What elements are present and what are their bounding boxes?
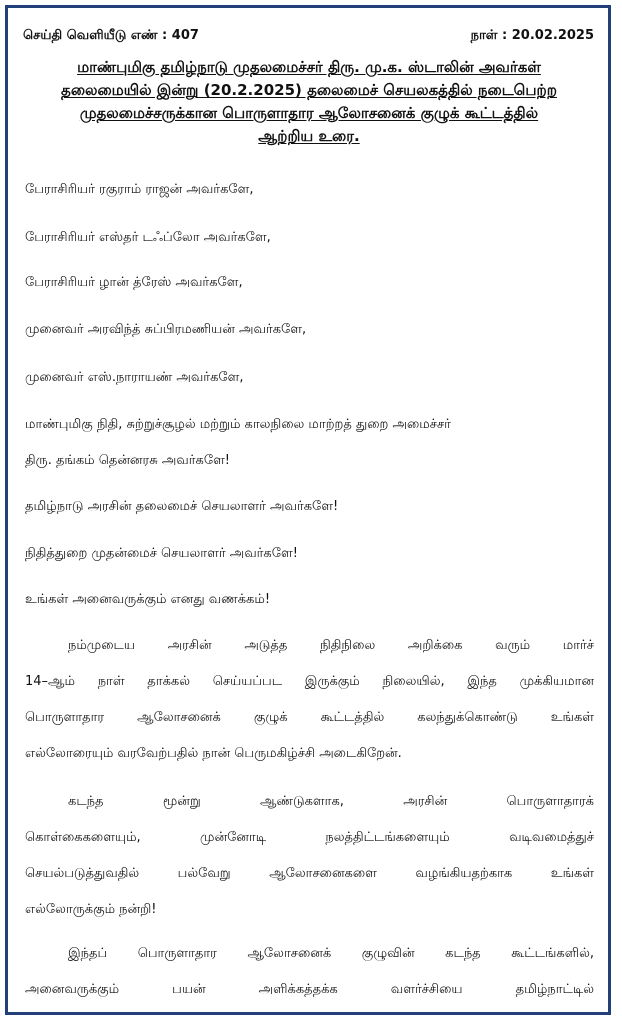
paragraph-1-line: நம்முடைய அரசின் அடுத்த நிதிநிலை அறிக்கை வரும் மார்ச்	[68, 638, 594, 653]
greeting-line: நிதித்துறை முதன்மைச் செயலாளர் அவர்களே!	[25, 546, 298, 561]
document-page	[5, 5, 611, 1015]
paragraph-1-line: எல்லோரையும் வரவேற்பதில் நான் பெருமகிழ்ச்சி அடைகிறேன்.	[25, 746, 402, 761]
greeting-line: உங்கள் அனைவருக்கும் எனது வணக்கம்!	[25, 592, 271, 607]
paragraph-2-line: கடந்த மூன்று ஆண்டுகளாக, அரசின் பொருளாதாரக்	[68, 794, 594, 809]
paragraph-2-line: செயல்படுத்துவதில் பல்வேறு ஆலோசனைகளை வழங்கியதற்காக உங்கள்	[25, 866, 594, 881]
title-line: முதலமைச்சருக்கான பொருளாதார ஆலோசனைக் குழுக் கூட்டத்தில்	[79, 104, 539, 122]
release-date: நாள் : 20.02.2025	[470, 28, 594, 43]
header-row	[23, 26, 594, 46]
greeting-line: திரு. தங்கம் தென்னரசு அவர்களே!	[25, 453, 231, 468]
greeting-line: தமிழ்நாடு அரசின் தலைமைச் செயலாளர் அவர்களே!	[25, 499, 339, 514]
paragraph-3-line: அனைவருக்கும் பயன் அளிக்கத்தக்க வளர்ச்சியை தமிழ்நாட்டில்	[25, 982, 594, 997]
paragraph-2-line: கொள்கைகளையும், முன்னோடி நலத்திட்டங்களையும் வடிவமைத்துச்	[25, 830, 594, 845]
press-release-number: செய்தி வெளியீடு எண் : 407	[23, 28, 199, 43]
title-line: தலைமையில் இன்று (20.2.2025) தலைமைச் செயலகத்தில் நடைபெற்ற	[61, 81, 557, 99]
greeting-line: மாண்புமிகு நிதி, சுற்றுச்சூழல் மற்றும் காலநிலை மாற்றத் துறை அமைச்சர்	[25, 417, 451, 432]
title-line: ஆற்றிய உரை.	[258, 127, 360, 145]
greeting-line: பேராசிரியர் ழான் த்ரேஸ் அவர்களே,	[25, 275, 243, 290]
greeting-line: பேராசிரியர் எஸ்தர் டஃப்லோ அவர்களே,	[25, 230, 271, 245]
greeting-line: பேராசிரியர் ரகுராம் ராஜன் அவர்களே,	[25, 182, 254, 197]
speech-title	[24, 56, 594, 148]
paragraph-2-line: எல்லோருக்கும் நன்றி!	[25, 902, 157, 917]
paragraph-1-line: பொருளாதார ஆலோசனைக் குழுக் கூட்டத்தில் கலந்துக்கொண்டு உங்கள்	[25, 710, 594, 725]
greeting-line: முனைவர் எஸ்.நாராயண் அவர்களே,	[25, 370, 244, 385]
title-line: மாண்புமிகு தமிழ்நாடு முதலமைச்சர் திரு. மு.க. ஸ்டாலின் அவர்கள்	[77, 58, 541, 76]
paragraph-1-line: 14–ஆம் நாள் தாக்கல் செய்யப்பட இருக்கும் நிலையில், இந்த முக்கியமான	[25, 674, 594, 689]
greeting-line: முனைவர் அரவிந்த் சுப்பிரமணியன் அவர்களே,	[25, 322, 307, 337]
paragraph-3-line: இந்தப் பொருளாதார ஆலோசனைக் குழுவின் கடந்த கூட்டங்களில்,	[68, 946, 594, 961]
